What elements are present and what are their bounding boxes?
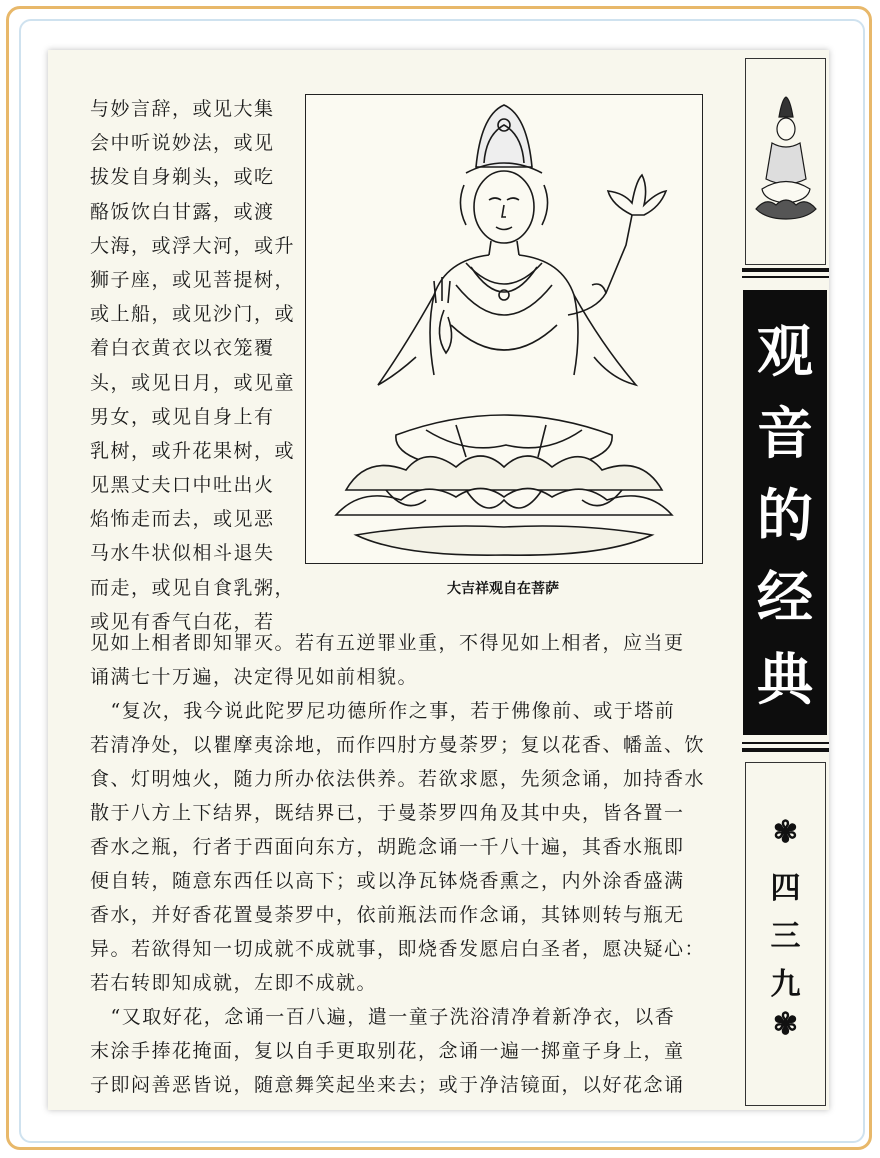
illustration-caption: 大吉祥观自在菩萨: [447, 581, 559, 597]
book-title-band: [743, 290, 827, 735]
title-char: 的: [757, 483, 813, 549]
bodhisattva-drawing: [306, 95, 702, 563]
text-line: 香水，并好香花置曼荼罗中，依前瓶法而作念诵，其钵则转与瓶无: [90, 904, 685, 926]
left-column-text: [90, 92, 325, 639]
title-char: 经: [757, 565, 813, 631]
text-line: 食、灯明烛火，随力所办依法供养。若欲求愿，先须念诵，加持香水: [90, 768, 706, 790]
text-line: 异。若欲得知一切成就不成就事，即烧香发愿启白圣者，愿决疑心：: [90, 938, 706, 960]
book-page: [48, 50, 829, 1110]
title-char: 音: [757, 401, 813, 467]
text-line: 便自转，随意东西任以高下；或以净瓦钵烧香熏之，内外涂香盛满: [90, 870, 685, 892]
text-line: 见如上相者即知罪灭。若有五逆罪业重，不得见如上相者，应当更: [90, 632, 685, 654]
flower-ornament-icon: ✾: [772, 815, 799, 850]
text-line: “又取好花，念诵一百八遍，遣一童子洗浴清净着新净衣，以香: [90, 1006, 676, 1028]
text-line: 马水牛状似相斗退失: [90, 542, 275, 565]
text-line: 或见有香气白花，若: [90, 610, 275, 633]
text-line: “复次，我今说此陀罗尼功德所作之事，若于佛像前、或于塔前: [90, 700, 676, 722]
text-line: 而走，或见自食乳粥，: [90, 576, 296, 599]
text-line: 会中听说妙法，或见: [90, 132, 275, 155]
text-line: 男女，或见自身上有: [90, 405, 275, 428]
bodhisattva-illustration: [305, 94, 703, 564]
text-line: 若清净处，以瞿摩夷涂地，而作四肘方曼荼罗；复以花香、幡盖、饮: [90, 734, 706, 756]
text-line: 狮子座，或见菩提树，: [90, 268, 296, 291]
text-line: 散于八方上下结界，既结界已，于曼荼罗四角及其中央，皆各置一: [90, 802, 685, 824]
sidebar: [742, 50, 829, 1110]
text-line: 头，或见日月，或见童: [90, 371, 296, 394]
text-line: 见黑丈夫口中吐出火: [90, 474, 275, 497]
text-line: 香水之瓶，行者于西面向东方，胡跪念诵一千八十遍，其香水瓶即: [90, 836, 685, 858]
sidebar-rule: [742, 268, 829, 272]
title-char: 观: [757, 319, 813, 385]
text-line: 与妙言辞，或见大集: [90, 98, 275, 120]
page-number-char: 九: [770, 967, 801, 1002]
text-line: 拔发自身剃头，或吃: [90, 166, 275, 189]
text-line: 若右转即知成就，左即不成就。: [90, 972, 378, 994]
text-line: 焰怖走而去，或见恶: [90, 508, 275, 531]
page-number-char: 四: [770, 871, 801, 906]
text-line: 酪饭饮白甘露，或渡: [90, 200, 275, 223]
page-number-char: 三: [770, 919, 801, 954]
main-text: [90, 626, 720, 1102]
sidebar-rule: [742, 276, 829, 278]
text-line: 大海，或浮大河，或升: [90, 234, 296, 257]
text-line: 或上船，或见沙门，或: [90, 303, 296, 326]
bodhisattva-thumbnail-icon: [746, 59, 825, 264]
text-line: 末涂手捧花掩面，复以自手更取别花，念诵一遍一掷童子身上，童: [90, 1040, 685, 1062]
page-number-box: [745, 762, 826, 1106]
text-line: 着白衣黄衣以衣笼覆: [90, 337, 275, 360]
title-char: 典: [757, 647, 813, 713]
text-line: 子即闷善恶皆说，随意舞笑起坐来去；或于净洁镜面，以好花念诵: [90, 1074, 685, 1096]
text-line: 诵满七十万遍，决定得见如前相貌。: [90, 666, 419, 688]
flower-ornament-icon: ✾: [772, 1007, 799, 1042]
text-line: 乳树，或升花果树，或: [90, 439, 296, 462]
sidebar-rule: [742, 748, 829, 752]
sidebar-rule: [742, 742, 829, 744]
sidebar-thumbnail: [745, 58, 826, 265]
